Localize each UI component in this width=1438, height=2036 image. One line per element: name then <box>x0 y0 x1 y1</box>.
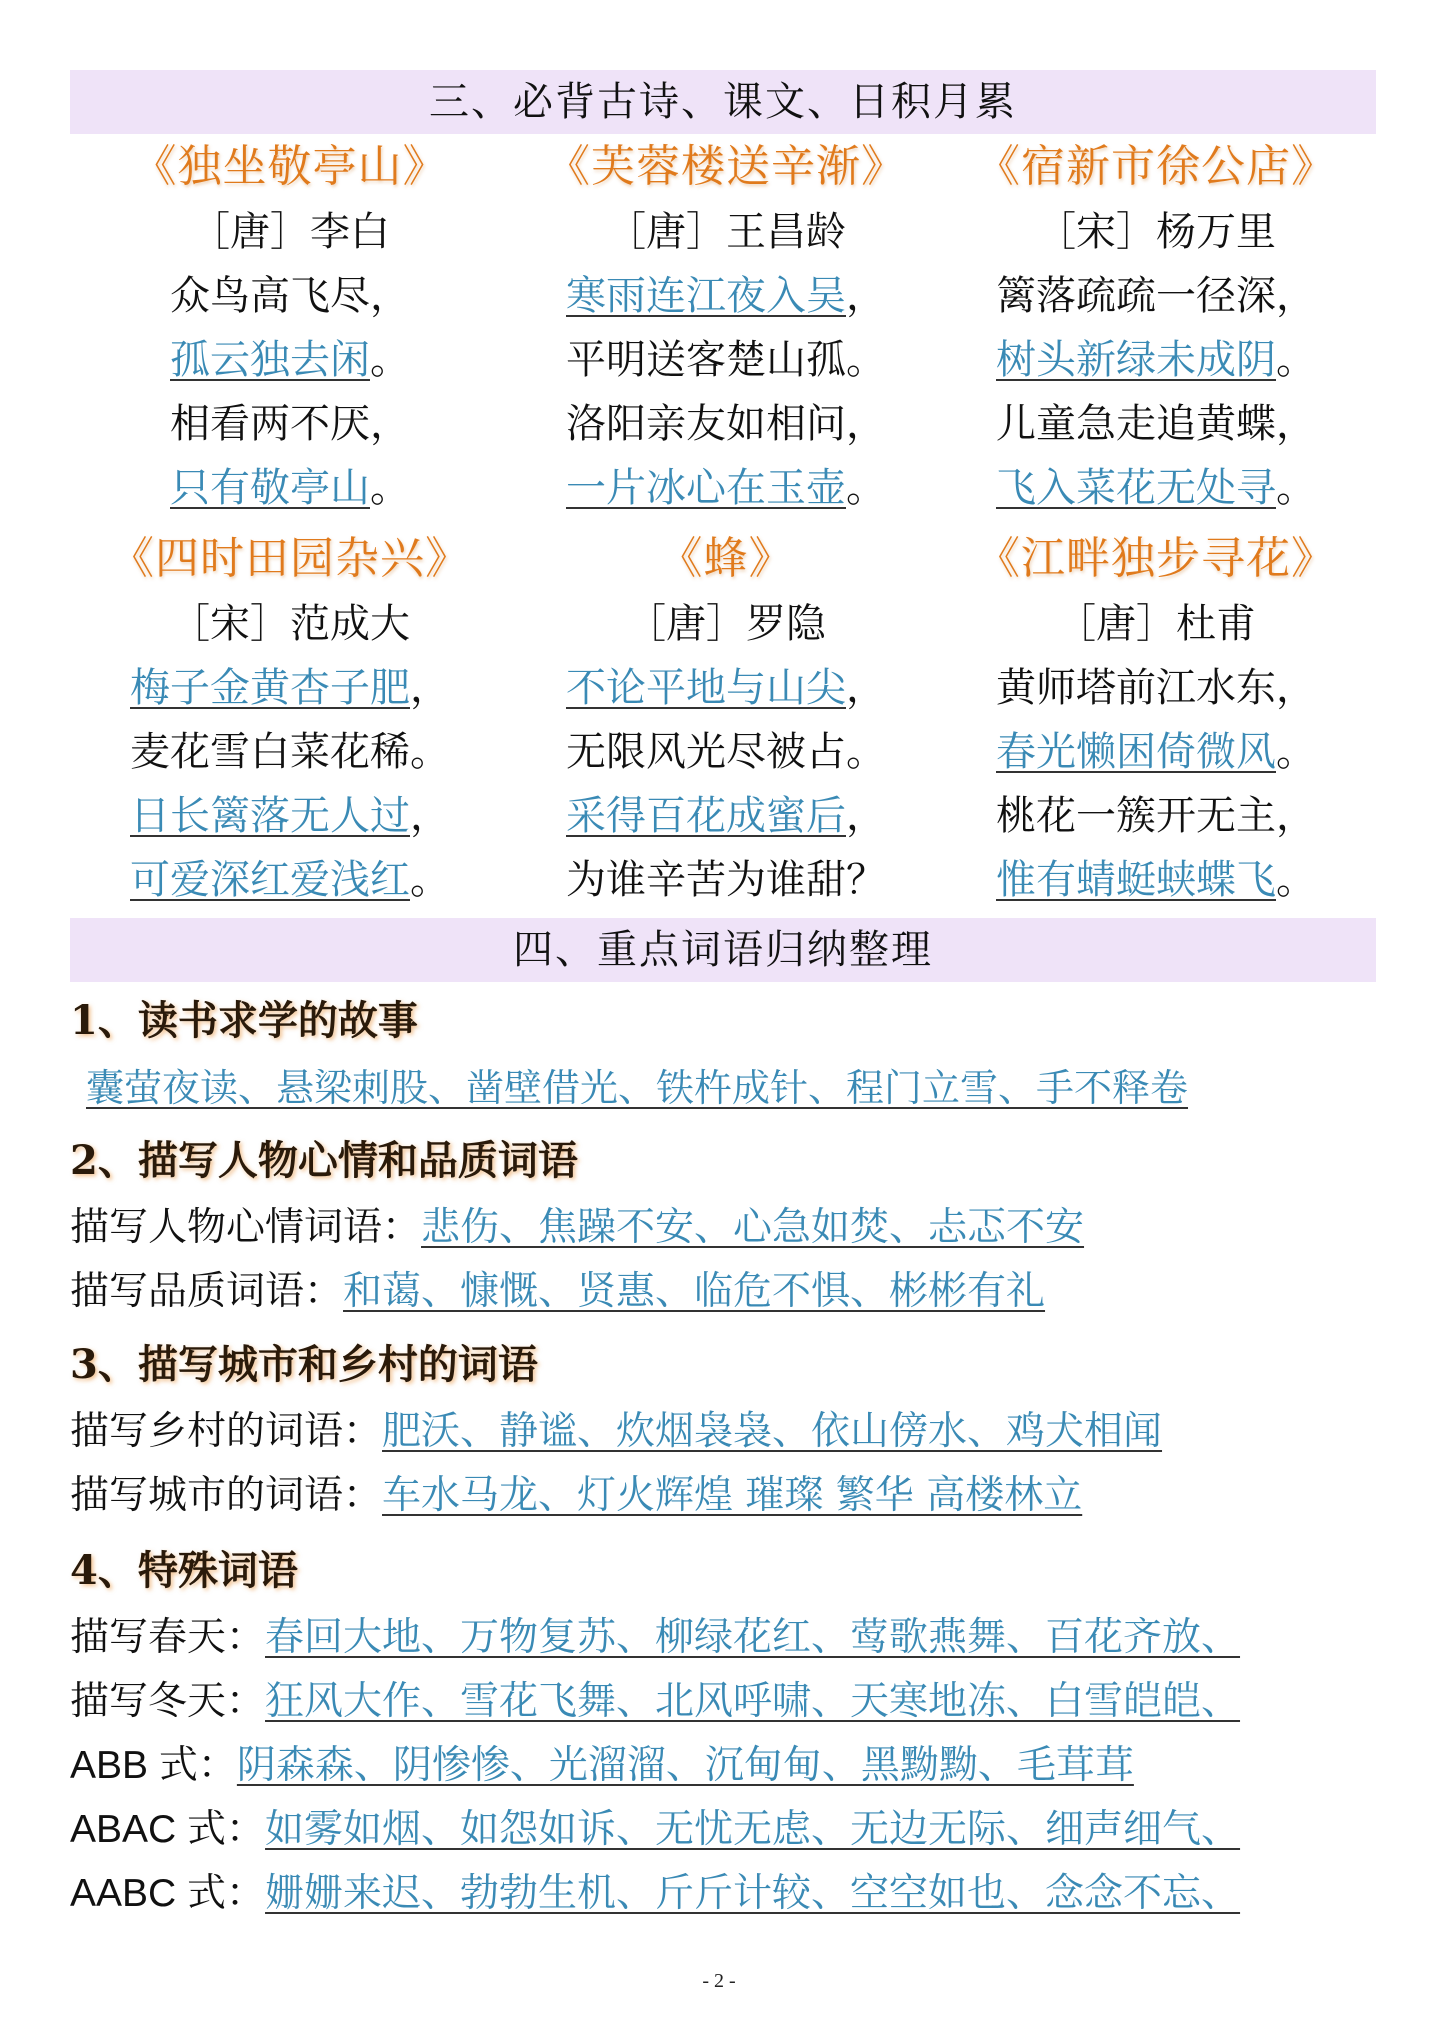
study-stories-text: 囊萤夜读、悬梁刺股、凿壁借光、铁杵成针、程门立雪、手不释卷 <box>86 1066 1189 1110</box>
section-heading: 3、描写城市和乡村的词语 <box>70 1341 538 1388</box>
poem-line <box>70 456 510 520</box>
vocab-row <box>70 1260 1376 1324</box>
poem-line <box>70 848 510 912</box>
poem-line-answer: 惟有蜻蜓蛱蝶飞 <box>996 857 1276 903</box>
poem-line-punct: ， <box>370 401 410 447</box>
poem-line-punct: 。 <box>410 857 450 903</box>
poem-line-answer: 不论平地与山尖 <box>566 665 846 711</box>
poem-line <box>936 456 1376 520</box>
poem-line-punct: 。 <box>370 337 410 383</box>
vocab-answer: 狂风大作、雪花飞舞、北风呼啸、天寒地冻、白雪皑皑、 <box>265 1679 1241 1724</box>
poem-line <box>70 392 510 456</box>
poem-line-text: 洛阳亲友如相问 <box>566 401 846 447</box>
poem-line <box>506 456 946 520</box>
poem-line <box>70 328 510 392</box>
vocab-label: 描写品质词语： <box>70 1269 344 1314</box>
poem-card <box>506 526 946 912</box>
poem-title: 《蜂》 <box>658 533 794 584</box>
poem-title: 《芙蓉楼送辛渐》 <box>546 141 906 192</box>
poem-line-answer: 树头新绿未成阴 <box>996 337 1276 383</box>
poem-line <box>506 656 946 720</box>
vocab-label: 描写人物心情词语： <box>70 1205 422 1250</box>
poem-author: ［唐］李白 <box>190 209 390 255</box>
poem-card <box>936 134 1376 520</box>
vocab-answer: 春回大地、万物复苏、柳绿花红、莺歌燕舞、百花齐放、 <box>265 1615 1241 1660</box>
page-number: - 2 - <box>702 1970 736 1992</box>
vocab-row <box>70 1606 1376 1670</box>
poem-title: 《独坐敬亭山》 <box>132 141 448 192</box>
poem-line-text: 相看两不厌 <box>170 401 370 447</box>
poem-line-text: 平明送客楚山孤 <box>566 337 846 383</box>
poem-title: 《江畔独步寻花》 <box>976 533 1336 584</box>
poem-line-answer: 日长篱落无人过 <box>130 793 410 839</box>
poem-line <box>936 720 1376 784</box>
poem-line-punct: ， <box>410 665 450 711</box>
vocab-label: ABB 式： <box>70 1744 237 1787</box>
vocab-answer: 和蔼、慷慨、贤惠、临危不惧、彬彬有礼 <box>343 1269 1046 1314</box>
poem-line-punct: ， <box>370 273 410 319</box>
poem-card <box>506 134 946 520</box>
vocab-section-4 <box>70 1536 1376 1926</box>
vocab-answer: 肥沃、静谧、炊烟袅袅、依山傍水、鸡犬相闻 <box>382 1409 1163 1454</box>
poem-line <box>506 848 946 912</box>
vocab-row <box>70 1400 1376 1464</box>
poem-line-punct: ， <box>1276 273 1316 319</box>
poem-title: 《宿新市徐公店》 <box>976 141 1336 192</box>
poem-line-punct: 。 <box>370 465 410 511</box>
poem-line-punct: ， <box>1276 401 1316 447</box>
poem-line-answer: 春光懒困倚微风 <box>996 729 1276 775</box>
poems-grid <box>70 134 1376 914</box>
poem-line <box>70 264 510 328</box>
poem-line-punct: ， <box>410 793 450 839</box>
vocab-answer: 姗姗来迟、勃勃生机、斤斤计较、空空如也、念念不忘、 <box>265 1871 1241 1916</box>
vocab-label: ABAC 式： <box>70 1808 266 1851</box>
vocab-answer: 阴森森、阴惨惨、光溜溜、沉甸甸、黑黝黝、毛茸茸 <box>236 1743 1134 1788</box>
vocab-row <box>70 1798 1376 1862</box>
poem-author: ［宋］杨万里 <box>1036 209 1276 255</box>
poem-line <box>936 848 1376 912</box>
poem-line-text: 桃花一簇开无主 <box>996 793 1276 839</box>
poem-line-punct: 。 <box>846 337 886 383</box>
poem-line-text: 黄师塔前江水东 <box>996 665 1276 711</box>
poem-line-answer: 孤云独去闲 <box>170 337 370 383</box>
vocab-row <box>70 1670 1376 1734</box>
section-3-title: 三、必背古诗、课文、日积月累 <box>70 70 1376 134</box>
section-4-title: 四、重点词语归纳整理 <box>70 918 1376 982</box>
poem-line <box>506 392 946 456</box>
poem-line-punct: ， <box>846 401 886 447</box>
poem-line-answer: 寒雨连江夜入吴 <box>566 273 846 319</box>
vocab-section-1 <box>70 986 1376 1120</box>
vocab-row <box>70 1464 1376 1528</box>
poem-line <box>936 784 1376 848</box>
poem-line <box>506 784 946 848</box>
poem-line-punct: ？ <box>846 857 886 903</box>
poem-line <box>936 328 1376 392</box>
vocab-answer: 车水马龙、灯火辉煌 璀璨 繁华 高楼林立 <box>382 1473 1083 1518</box>
vocab-label: 描写乡村的词语： <box>70 1409 383 1454</box>
vocab-label: AABC 式： <box>70 1872 266 1915</box>
poem-line <box>936 656 1376 720</box>
section-heading: 1、读书求学的故事 <box>70 997 418 1044</box>
poem-line-punct: 。 <box>1276 465 1316 511</box>
poem-line-punct: 。 <box>1276 857 1316 903</box>
poem-line <box>506 264 946 328</box>
poem-line-answer: 飞入菜花无处寻 <box>996 465 1276 511</box>
poem-line-punct: 。 <box>846 465 886 511</box>
vocab-row <box>70 1734 1376 1798</box>
vocab-label: 描写冬天： <box>70 1679 266 1724</box>
poem-line-punct: ， <box>846 665 886 711</box>
poem-author: ［唐］杜甫 <box>1056 601 1256 647</box>
poem-line-answer: 采得百花成蜜后 <box>566 793 846 839</box>
poem-title: 《四时田园杂兴》 <box>110 533 470 584</box>
poem-line <box>936 264 1376 328</box>
vocab-row <box>70 1196 1376 1260</box>
vocab-section-3 <box>70 1330 1376 1528</box>
poem-line-text: 儿童急走追黄蝶 <box>996 401 1276 447</box>
poem-card <box>70 134 510 520</box>
poem-line-text: 无限风光尽被占 <box>566 729 846 775</box>
poem-card <box>70 526 510 912</box>
vocab-label: 描写春天： <box>70 1615 266 1660</box>
poem-line <box>70 784 510 848</box>
vocab-answer: 如雾如烟、如怨如诉、无忧无虑、无边无际、细声细气、 <box>265 1807 1241 1852</box>
poem-line-answer: 梅子金黄杏子肥 <box>130 665 410 711</box>
poem-line-answer: 可爱深红爱浅红 <box>130 857 410 903</box>
poem-line <box>506 720 946 784</box>
poem-line-text: 麦花雪白菜花稀 <box>130 729 410 775</box>
poem-line <box>936 392 1376 456</box>
poem-line-punct: 。 <box>410 729 450 775</box>
poem-line <box>70 656 510 720</box>
poem-line-answer: 一片冰心在玉壶 <box>566 465 846 511</box>
poem-author: ［唐］罗隐 <box>626 601 826 647</box>
poem-line-answer: 只有敬亭山 <box>170 465 370 511</box>
poem-line-punct: ， <box>846 273 886 319</box>
vocab-row <box>70 1862 1376 1926</box>
poem-line-punct: 。 <box>1276 337 1316 383</box>
vocab-answer: 悲伤、焦躁不安、心急如焚、忐忑不安 <box>421 1205 1085 1250</box>
poem-line-text: 为谁辛苦为谁甜 <box>566 857 846 903</box>
poem-card <box>936 526 1376 912</box>
poem-line <box>70 720 510 784</box>
vocab-label: 描写城市的词语： <box>70 1473 383 1518</box>
poem-line-punct: ， <box>1276 665 1316 711</box>
vocab-section-2 <box>70 1126 1376 1324</box>
poem-line-text: 众鸟高飞尽 <box>170 273 370 319</box>
poem-line-text: 篱落疏疏一径深 <box>996 273 1276 319</box>
poem-line-punct: 。 <box>846 729 886 775</box>
section-heading: 2、描写人物心情和品质词语 <box>70 1137 578 1184</box>
section-heading: 4、特殊词语 <box>70 1547 298 1594</box>
poem-line <box>506 328 946 392</box>
poem-line-punct: 。 <box>1276 729 1316 775</box>
poem-line-punct: ， <box>1276 793 1316 839</box>
poem-line-punct: ， <box>846 793 886 839</box>
poem-author: ［宋］范成大 <box>170 601 410 647</box>
poem-author: ［唐］王昌龄 <box>606 209 846 255</box>
